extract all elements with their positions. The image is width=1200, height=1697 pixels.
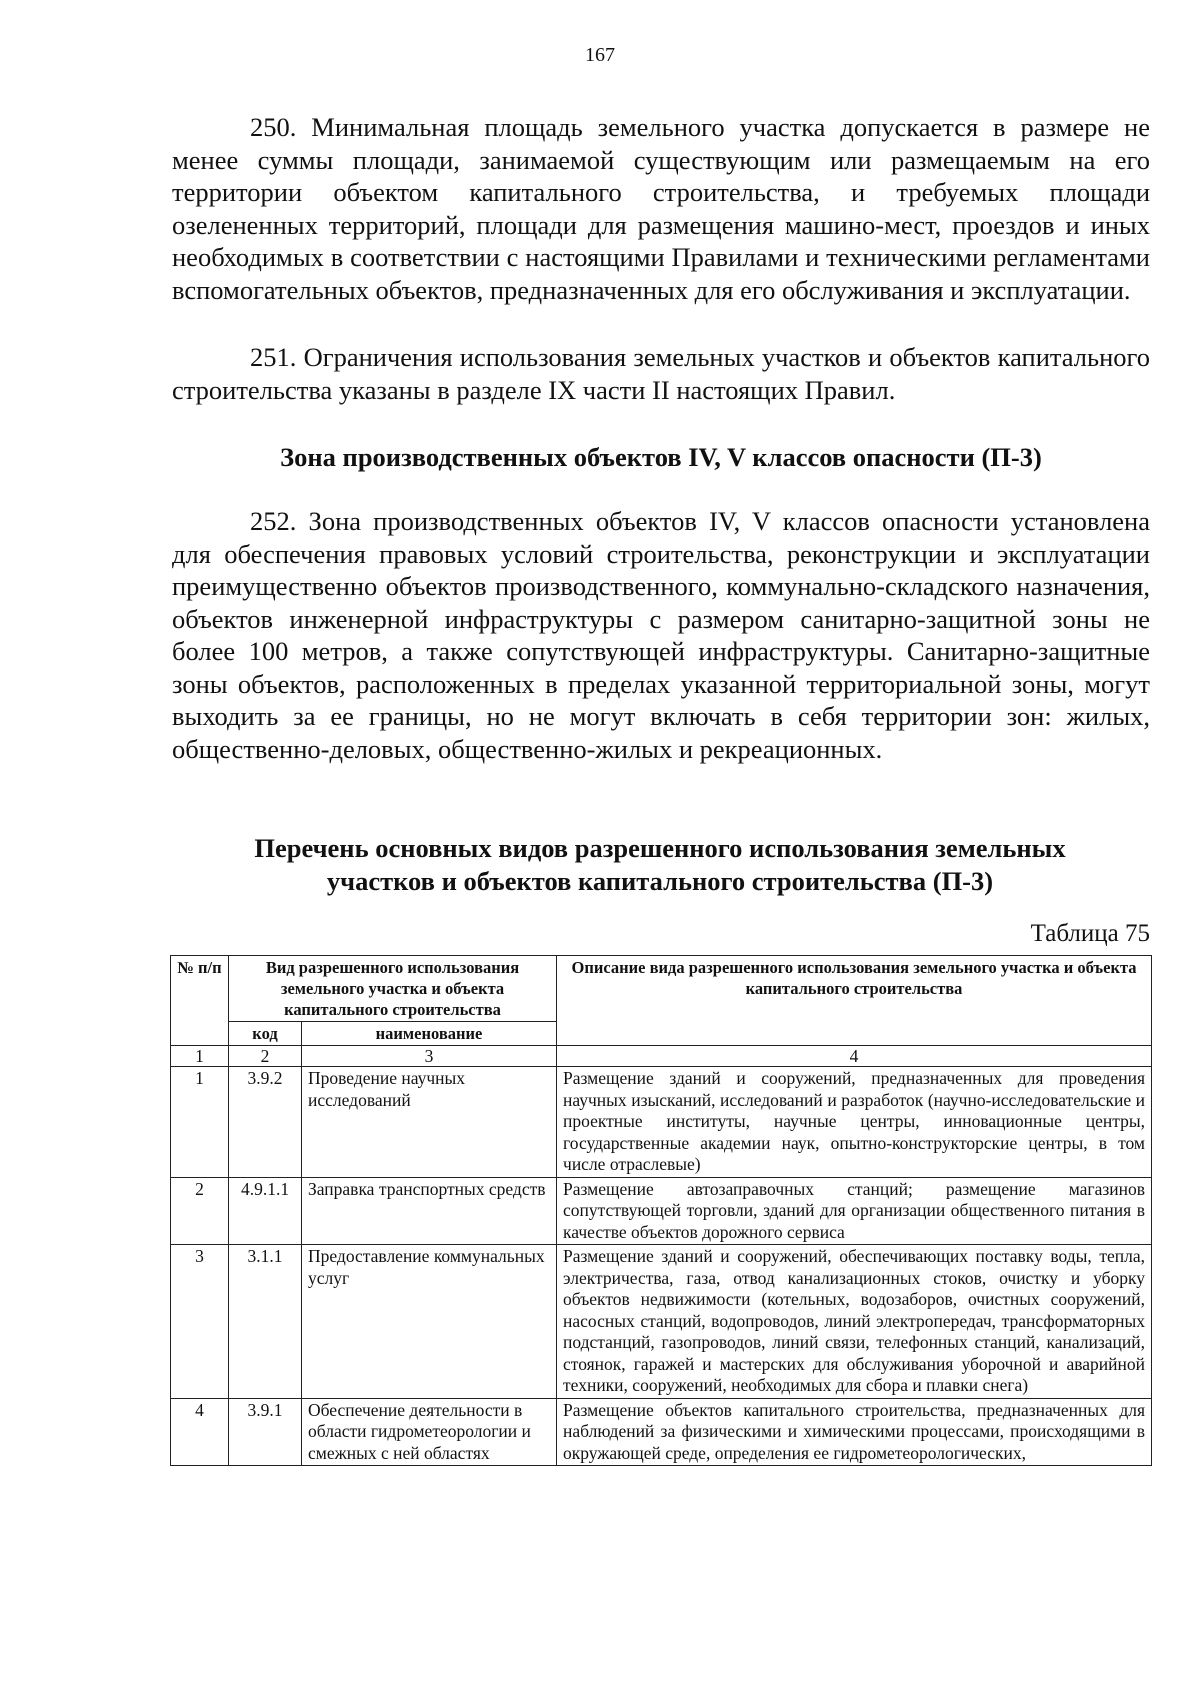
paragraph-251: 251. Ограничения использования земельных участков и объектов капитального строительства указаны в разделе IX части II настоящих Правил. (172, 342, 1150, 405)
table-caption: Таблица 75 (1030, 920, 1150, 947)
header-desc: Описание вида разрешенного использования земельного участка и объекта капитального строительства (557, 956, 1152, 1046)
index-cell: 4 (557, 1046, 1152, 1067)
header-code: код (229, 1022, 302, 1046)
header-name: наименование (302, 1022, 557, 1046)
page-number: 167 (585, 44, 615, 66)
row-name: Обеспечение деятельности в области гидрометеорологии и смежных с ней областях (302, 1398, 557, 1466)
table-row (171, 1245, 1152, 1399)
list-heading: Перечень основных видов разрешенного использования земельных участков и объектов капитального строительства (П-3) (254, 833, 1066, 896)
table-row (171, 1398, 1152, 1466)
row-num: 1 (171, 1067, 229, 1178)
row-desc: Размещение зданий и сооружений, обеспечивающих поставку воды, тепла, электричества, газа, отвод канализационных стоков, очистку и уборку объектов недвижимости (котельных, водозаборов, очистных сооружений, насосных станций, водопроводов, линий электропередач, трансформаторных подстанций, газопроводов, линий связи, телефонных станций, канализаций, стоянок, гаражей и мастерских для обслуживания уборочной и аварийной техники, сооружений, необходимых для сбора и плавки снега) (557, 1245, 1152, 1399)
row-name: Заправка транспортных средств (302, 1177, 557, 1245)
row-desc: Размещение зданий и сооружений, предназначенных для проведения научных изысканий, исследований и разработок (научно-исследовательские и проектные институты, научные центры, инновационные центры, государственные академии наук, опытно-конструкторские центры, в том числе отраслевые) (557, 1067, 1152, 1178)
row-num: 2 (171, 1177, 229, 1245)
zone-heading: Зона производственных объектов IV, V классов опасности (П-3) (280, 442, 1042, 472)
row-desc: Размещение объектов капитального строительства, предназначенных для наблюдений за физическими и химическими процессами, происходящими в окружающей среде, определения ее гидрометеорологических, (557, 1398, 1152, 1466)
index-cell: 3 (302, 1046, 557, 1067)
row-code: 4.9.1.1 (229, 1177, 302, 1245)
table-row (171, 1177, 1152, 1245)
index-cell: 1 (171, 1046, 229, 1067)
header-kind: Вид разрешенного использования земельного участка и объекта капитального строительства (229, 956, 557, 1022)
index-cell: 2 (229, 1046, 302, 1067)
row-num: 3 (171, 1245, 229, 1399)
table-row (171, 1067, 1152, 1178)
paragraph-252: 252. Зона производственных объектов IV, V классов опасности установлена для обеспечения правовых условий строительства, реконструкции и эксплуатации преимущественно объектов производственного, коммунально-складского назначения, объектов инженерной инфраструктуры с размером санитарно-защитной зоны не более 100 метров, а также сопутствующей инфраструктуры. Санитарно-защитные зоны объектов, расположенных в пределах указанной территориальной зоны, могут выходить за ее границы, но не могут включать в себя территории зон: жилых, общественно-деловых, общественно-жилых и рекреационных. (172, 506, 1150, 764)
row-desc: Размещение автозаправочных станций; размещение магазинов сопутствующей торговли, зданий для организации общественного питания в качестве объектов дорожного сервиса (557, 1177, 1152, 1245)
row-num: 4 (171, 1398, 229, 1466)
row-name: Предоставление коммунальных услуг (302, 1245, 557, 1399)
table-index-row (171, 1046, 1152, 1067)
paragraph-250: 250. Минимальная площадь земельного участка допускается в размере не менее суммы площади, занимаемой существующим или размещаемым на его территории объектом капитального строительства, и требуемых площади озелененных территорий, площади для размещения машино-мест, проездов и иных необходимых в соответствии с настоящими Правилами и техническими регламентами вспомогательных объектов, предназначенных для его обслуживания и эксплуатации. (172, 112, 1150, 305)
row-code: 3.9.1 (229, 1398, 302, 1466)
permitted-use-table (170, 955, 1152, 1466)
row-name: Проведение научных исследований (302, 1067, 557, 1178)
row-code: 3.1.1 (229, 1245, 302, 1399)
row-code: 3.9.2 (229, 1067, 302, 1178)
table-header-row (171, 956, 1152, 1022)
header-num: № п/п (171, 956, 229, 1046)
